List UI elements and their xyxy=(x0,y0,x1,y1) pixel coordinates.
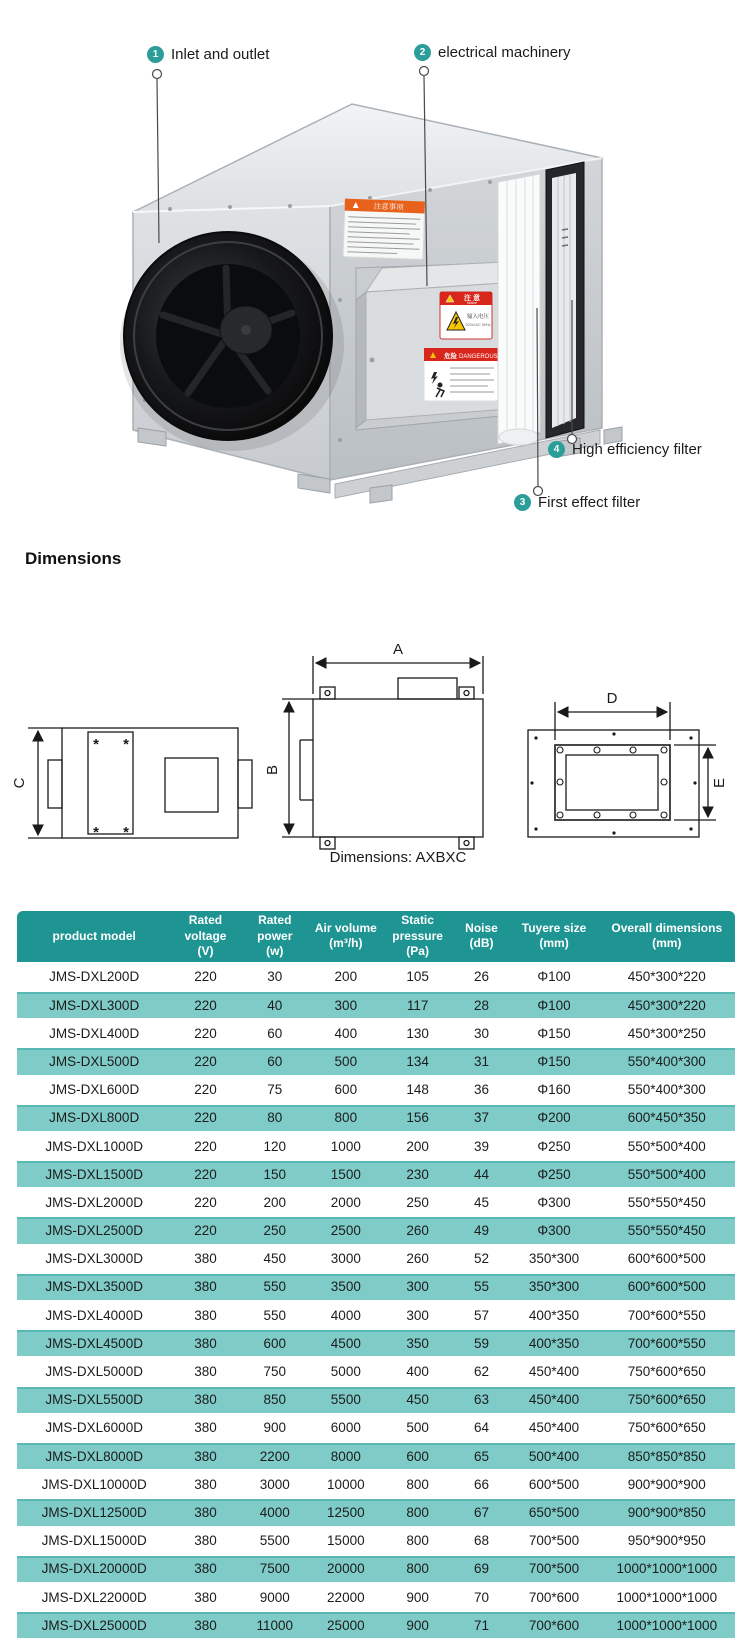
value-cell: 380 xyxy=(171,1357,239,1385)
value-cell: 9000 xyxy=(240,1583,310,1611)
value-cell: 2200 xyxy=(240,1442,310,1470)
value-cell: 550*500*400 xyxy=(599,1132,735,1160)
electrical-box xyxy=(356,262,522,430)
value-cell: 500 xyxy=(382,1414,454,1442)
value-cell: 10000 xyxy=(310,1470,382,1498)
value-cell: 15000 xyxy=(310,1527,382,1555)
table-row xyxy=(17,1611,735,1638)
column-header: Noise (dB) xyxy=(454,911,510,963)
value-cell: 600*600*500 xyxy=(599,1245,735,1273)
value-cell: 700*600 xyxy=(510,1611,599,1638)
value-cell: Φ250 xyxy=(510,1160,599,1188)
model-cell: JMS-DXL5000D xyxy=(17,1357,171,1385)
value-cell: 26 xyxy=(454,963,510,991)
value-cell: 700*600*550 xyxy=(599,1301,735,1329)
value-cell: 800 xyxy=(382,1527,454,1555)
value-cell: 550*500*400 xyxy=(599,1160,735,1188)
value-cell: 22000 xyxy=(310,1583,382,1611)
svg-text:*: * xyxy=(123,824,129,841)
table-row xyxy=(17,991,735,1019)
table-row xyxy=(17,1160,735,1188)
value-cell: 450*400 xyxy=(510,1414,599,1442)
top-view-star-marks xyxy=(93,736,129,841)
value-cell: 3500 xyxy=(310,1273,382,1301)
value-cell: 220 xyxy=(171,1076,239,1104)
svg-text:DANGEROUS: DANGEROUS xyxy=(459,354,498,360)
value-cell: 220 xyxy=(171,1019,239,1047)
table-row xyxy=(17,1188,735,1216)
value-cell: Φ300 xyxy=(510,1216,599,1244)
value-cell: 600 xyxy=(240,1329,310,1357)
value-cell: 380 xyxy=(171,1611,239,1638)
callout-2-label: electrical machinery xyxy=(438,44,571,61)
value-cell: 400 xyxy=(382,1357,454,1385)
model-cell: JMS-DXL3000D xyxy=(17,1245,171,1273)
svg-text:注 意: 注 意 xyxy=(464,295,480,302)
spec-table-head-row xyxy=(17,911,735,963)
value-cell: 900 xyxy=(240,1414,310,1442)
value-cell: 450 xyxy=(382,1386,454,1414)
value-cell: 450*300*220 xyxy=(599,991,735,1019)
value-cell: 200 xyxy=(310,963,382,991)
value-cell: 380 xyxy=(171,1245,239,1273)
model-cell: JMS-DXL8000D xyxy=(17,1442,171,1470)
value-cell: 200 xyxy=(382,1132,454,1160)
value-cell: 1000*1000*1000 xyxy=(599,1555,735,1583)
value-cell: 900 xyxy=(382,1583,454,1611)
value-cell: 400*350 xyxy=(510,1329,599,1357)
value-cell: 7500 xyxy=(240,1555,310,1583)
value-cell: 250 xyxy=(382,1188,454,1216)
value-cell: 700*500 xyxy=(510,1555,599,1583)
callout-2-badge: 2 xyxy=(414,44,431,61)
value-cell: 1000*1000*1000 xyxy=(599,1583,735,1611)
value-cell: 220 xyxy=(171,1132,239,1160)
value-cell: 150 xyxy=(240,1160,310,1188)
table-row xyxy=(17,1583,735,1611)
column-header: Rated power (w) xyxy=(240,911,310,963)
value-cell: 260 xyxy=(382,1216,454,1244)
value-cell: 6000 xyxy=(310,1414,382,1442)
value-cell: 350 xyxy=(382,1329,454,1357)
value-cell: 80 xyxy=(240,1104,310,1132)
value-cell: 134 xyxy=(382,1047,454,1075)
table-row xyxy=(17,1019,735,1047)
high-efficiency-filter xyxy=(546,162,584,438)
model-cell: JMS-DXL4000D xyxy=(17,1301,171,1329)
callout-first-effect-filter xyxy=(514,494,640,511)
value-cell: Φ300 xyxy=(510,1188,599,1216)
model-cell: JMS-DXL5500D xyxy=(17,1386,171,1414)
value-cell: 220 xyxy=(171,1104,239,1132)
value-cell: 550*400*300 xyxy=(599,1076,735,1104)
value-cell: Φ150 xyxy=(510,1019,599,1047)
value-cell: 59 xyxy=(454,1329,510,1357)
value-cell: 1500 xyxy=(310,1160,382,1188)
value-cell: 380 xyxy=(171,1301,239,1329)
model-cell: JMS-DXL200D xyxy=(17,963,171,991)
value-cell: 120 xyxy=(240,1132,310,1160)
dimensions-heading: Dimensions xyxy=(25,549,122,568)
value-cell: 49 xyxy=(454,1216,510,1244)
danger-sticker xyxy=(424,348,498,401)
value-cell: 2000 xyxy=(310,1188,382,1216)
value-cell: 380 xyxy=(171,1386,239,1414)
value-cell: 350*300 xyxy=(510,1273,599,1301)
model-cell: JMS-DXL22000D xyxy=(17,1583,171,1611)
model-cell: JMS-DXL800D xyxy=(17,1104,171,1132)
callout-4-label: High efficiency filter xyxy=(572,441,702,458)
value-cell: 900*900*850 xyxy=(599,1498,735,1526)
value-cell: 380 xyxy=(171,1442,239,1470)
value-cell: 117 xyxy=(382,991,454,1019)
value-cell: 66 xyxy=(454,1470,510,1498)
value-cell: 4000 xyxy=(310,1301,382,1329)
value-cell: 900*900*900 xyxy=(599,1470,735,1498)
table-row xyxy=(17,1329,735,1357)
value-cell: 71 xyxy=(454,1611,510,1638)
value-cell: 4500 xyxy=(310,1329,382,1357)
model-cell: JMS-DXL600D xyxy=(17,1076,171,1104)
value-cell: 40 xyxy=(240,991,310,1019)
value-cell: 650*500 xyxy=(510,1498,599,1526)
value-cell: 750 xyxy=(240,1357,310,1385)
value-cell: 550 xyxy=(240,1301,310,1329)
value-cell: 750*600*650 xyxy=(599,1386,735,1414)
spec-table-body xyxy=(17,963,735,1638)
value-cell: 600*500 xyxy=(510,1470,599,1498)
value-cell: 5500 xyxy=(310,1386,382,1414)
value-cell: 3000 xyxy=(310,1245,382,1273)
spec-table xyxy=(17,911,735,1638)
table-row xyxy=(17,1047,735,1075)
value-cell: 55 xyxy=(454,1273,510,1301)
value-cell: 450 xyxy=(240,1245,310,1273)
value-cell: 450*300*250 xyxy=(599,1019,735,1047)
value-cell: 600*450*350 xyxy=(599,1104,735,1132)
value-cell: 2500 xyxy=(310,1216,382,1244)
value-cell: 600 xyxy=(382,1442,454,1470)
value-cell: 130 xyxy=(382,1019,454,1047)
value-cell: 450*300*220 xyxy=(599,963,735,991)
value-cell: 380 xyxy=(171,1498,239,1526)
value-cell: 380 xyxy=(171,1527,239,1555)
product-photo xyxy=(0,0,750,545)
value-cell: 550*550*450 xyxy=(599,1188,735,1216)
value-cell: 156 xyxy=(382,1104,454,1132)
column-header: Tuyere size (mm) xyxy=(510,911,599,963)
value-cell: 1000 xyxy=(310,1132,382,1160)
table-row xyxy=(17,1076,735,1104)
svg-text:危险: 危险 xyxy=(444,353,457,360)
table-row xyxy=(17,1470,735,1498)
value-cell: 250 xyxy=(240,1216,310,1244)
value-cell: 37 xyxy=(454,1104,510,1132)
model-cell: JMS-DXL1500D xyxy=(17,1160,171,1188)
value-cell: 230 xyxy=(382,1160,454,1188)
table-row xyxy=(17,1386,735,1414)
value-cell: 44 xyxy=(454,1160,510,1188)
value-cell: Φ100 xyxy=(510,963,599,991)
model-cell: JMS-DXL4500D xyxy=(17,1329,171,1357)
value-cell: 200 xyxy=(240,1188,310,1216)
value-cell: 380 xyxy=(171,1583,239,1611)
value-cell: Φ150 xyxy=(510,1047,599,1075)
value-cell: Φ100 xyxy=(510,991,599,1019)
value-cell: 850 xyxy=(240,1386,310,1414)
value-cell: 800 xyxy=(310,1104,382,1132)
svg-text:注意事项: 注意事项 xyxy=(373,201,404,212)
value-cell: 52 xyxy=(454,1245,510,1273)
value-cell: 750*600*650 xyxy=(599,1357,735,1385)
value-cell: 800 xyxy=(382,1555,454,1583)
dim-label-e: E xyxy=(711,777,728,789)
value-cell: 3000 xyxy=(240,1470,310,1498)
value-cell: 39 xyxy=(454,1132,510,1160)
model-cell: JMS-DXL3500D xyxy=(17,1273,171,1301)
callout-4-badge: 4 xyxy=(548,441,565,458)
value-cell: 45 xyxy=(454,1188,510,1216)
table-row xyxy=(17,963,735,991)
callout-electrical-machinery xyxy=(414,44,571,61)
value-cell: 68 xyxy=(454,1527,510,1555)
table-row xyxy=(17,1442,735,1470)
value-cell: 8000 xyxy=(310,1442,382,1470)
value-cell: 67 xyxy=(454,1498,510,1526)
value-cell: 5500 xyxy=(240,1527,310,1555)
dimensions-formula: Dimensions: AXBXC xyxy=(329,849,467,866)
value-cell: 220 xyxy=(171,1188,239,1216)
value-cell: 220 xyxy=(171,963,239,991)
caution-sticker xyxy=(343,199,425,260)
value-cell: Φ160 xyxy=(510,1076,599,1104)
value-cell: 105 xyxy=(382,963,454,991)
dim-label-d: D xyxy=(606,690,618,707)
dimension-drawings xyxy=(0,590,750,905)
drawing-outlet-view xyxy=(528,702,716,837)
value-cell: 57 xyxy=(454,1301,510,1329)
callout-1-label: Inlet and outlet xyxy=(171,46,270,63)
value-cell: 220 xyxy=(171,1216,239,1244)
value-cell: 450*400 xyxy=(510,1357,599,1385)
value-cell: 380 xyxy=(171,1470,239,1498)
table-row xyxy=(17,1357,735,1385)
voltage-sticker xyxy=(440,292,492,339)
model-cell: JMS-DXL2000D xyxy=(17,1188,171,1216)
dim-label-c: C xyxy=(11,777,28,789)
table-row xyxy=(17,1245,735,1273)
svg-text:220V/AC 50Hz: 220V/AC 50Hz xyxy=(465,323,491,327)
value-cell: 380 xyxy=(171,1414,239,1442)
drawing-top-view xyxy=(28,728,252,838)
svg-text:Notice: Notice xyxy=(467,301,477,305)
dim-label-a: A xyxy=(392,641,404,658)
model-cell: JMS-DXL400D xyxy=(17,1019,171,1047)
value-cell: 750*600*650 xyxy=(599,1414,735,1442)
table-row xyxy=(17,1104,735,1132)
model-cell: JMS-DXL20000D xyxy=(17,1555,171,1583)
table-row xyxy=(17,1527,735,1555)
table-row xyxy=(17,1301,735,1329)
value-cell: 700*600 xyxy=(510,1583,599,1611)
value-cell: 5000 xyxy=(310,1357,382,1385)
value-cell: 220 xyxy=(171,1160,239,1188)
value-cell: 300 xyxy=(382,1273,454,1301)
value-cell: 60 xyxy=(240,1047,310,1075)
table-row xyxy=(17,1273,735,1301)
value-cell: 400 xyxy=(310,1019,382,1047)
value-cell: 450*400 xyxy=(510,1386,599,1414)
value-cell: Φ200 xyxy=(510,1104,599,1132)
callout-1-badge: 1 xyxy=(147,46,164,63)
value-cell: 850*850*850 xyxy=(599,1442,735,1470)
column-header: Air volume (m³/h) xyxy=(310,911,382,963)
callout-3-badge: 3 xyxy=(514,494,531,511)
value-cell: 62 xyxy=(454,1357,510,1385)
value-cell: 30 xyxy=(240,963,310,991)
svg-text:*: * xyxy=(93,824,99,841)
drawing-front-view xyxy=(282,656,483,849)
value-cell: 31 xyxy=(454,1047,510,1075)
value-cell: 20000 xyxy=(310,1555,382,1583)
spec-table-container xyxy=(17,911,735,1638)
value-cell: 550 xyxy=(240,1273,310,1301)
value-cell: 28 xyxy=(454,991,510,1019)
value-cell: 800 xyxy=(382,1470,454,1498)
value-cell: 380 xyxy=(171,1555,239,1583)
callout-3-label: First effect filter xyxy=(538,494,641,511)
value-cell: 64 xyxy=(454,1414,510,1442)
value-cell: 4000 xyxy=(240,1498,310,1526)
svg-text:*: * xyxy=(123,736,129,753)
value-cell: 260 xyxy=(382,1245,454,1273)
table-row xyxy=(17,1132,735,1160)
value-cell: 65 xyxy=(454,1442,510,1470)
value-cell: 60 xyxy=(240,1019,310,1047)
table-row xyxy=(17,1216,735,1244)
model-cell: JMS-DXL1000D xyxy=(17,1132,171,1160)
dim-label-b: B xyxy=(264,764,281,776)
value-cell: 700*600*550 xyxy=(599,1329,735,1357)
value-cell: 400*350 xyxy=(510,1301,599,1329)
value-cell: 1000*1000*1000 xyxy=(599,1611,735,1638)
svg-text:输入电压: 输入电压 xyxy=(466,314,490,320)
value-cell: 550*550*450 xyxy=(599,1216,735,1244)
value-cell: 148 xyxy=(382,1076,454,1104)
callout-high-efficiency-filter xyxy=(548,441,702,458)
value-cell: 900 xyxy=(382,1611,454,1638)
svg-text:*: * xyxy=(93,736,99,753)
value-cell: 500 xyxy=(310,1047,382,1075)
value-cell: 380 xyxy=(171,1273,239,1301)
value-cell: 75 xyxy=(240,1076,310,1104)
value-cell: 500*400 xyxy=(510,1442,599,1470)
first-effect-filter xyxy=(498,174,540,445)
model-cell: JMS-DXL10000D xyxy=(17,1470,171,1498)
value-cell: 700*500 xyxy=(510,1527,599,1555)
value-cell: 600*600*500 xyxy=(599,1273,735,1301)
value-cell: 63 xyxy=(454,1386,510,1414)
table-row xyxy=(17,1498,735,1526)
model-cell: JMS-DXL300D xyxy=(17,991,171,1019)
column-header: Rated voltage (V) xyxy=(171,911,239,963)
column-header: Static pressure (Pa) xyxy=(382,911,454,963)
value-cell: 950*900*950 xyxy=(599,1527,735,1555)
model-cell: JMS-DXL500D xyxy=(17,1047,171,1075)
value-cell: 220 xyxy=(171,991,239,1019)
value-cell: 550*400*300 xyxy=(599,1047,735,1075)
value-cell: 12500 xyxy=(310,1498,382,1526)
callout-inlet-outlet xyxy=(147,46,269,63)
model-cell: JMS-DXL12500D xyxy=(17,1498,171,1526)
value-cell: 380 xyxy=(171,1329,239,1357)
model-cell: JMS-DXL6000D xyxy=(17,1414,171,1442)
value-cell: 300 xyxy=(382,1301,454,1329)
value-cell: 69 xyxy=(454,1555,510,1583)
value-cell: 800 xyxy=(382,1498,454,1526)
value-cell: 25000 xyxy=(310,1611,382,1638)
value-cell: Φ250 xyxy=(510,1132,599,1160)
value-cell: 70 xyxy=(454,1583,510,1611)
column-header: Overall dimensions (mm) xyxy=(599,911,735,963)
table-row xyxy=(17,1555,735,1583)
value-cell: 30 xyxy=(454,1019,510,1047)
value-cell: 220 xyxy=(171,1047,239,1075)
value-cell: 600 xyxy=(310,1076,382,1104)
value-cell: 11000 xyxy=(240,1611,310,1638)
value-cell: 300 xyxy=(310,991,382,1019)
model-cell: JMS-DXL25000D xyxy=(17,1611,171,1638)
column-header: product model xyxy=(17,911,171,963)
value-cell: 36 xyxy=(454,1076,510,1104)
value-cell: 350*300 xyxy=(510,1245,599,1273)
table-row xyxy=(17,1414,735,1442)
model-cell: JMS-DXL2500D xyxy=(17,1216,171,1244)
model-cell: JMS-DXL15000D xyxy=(17,1527,171,1555)
